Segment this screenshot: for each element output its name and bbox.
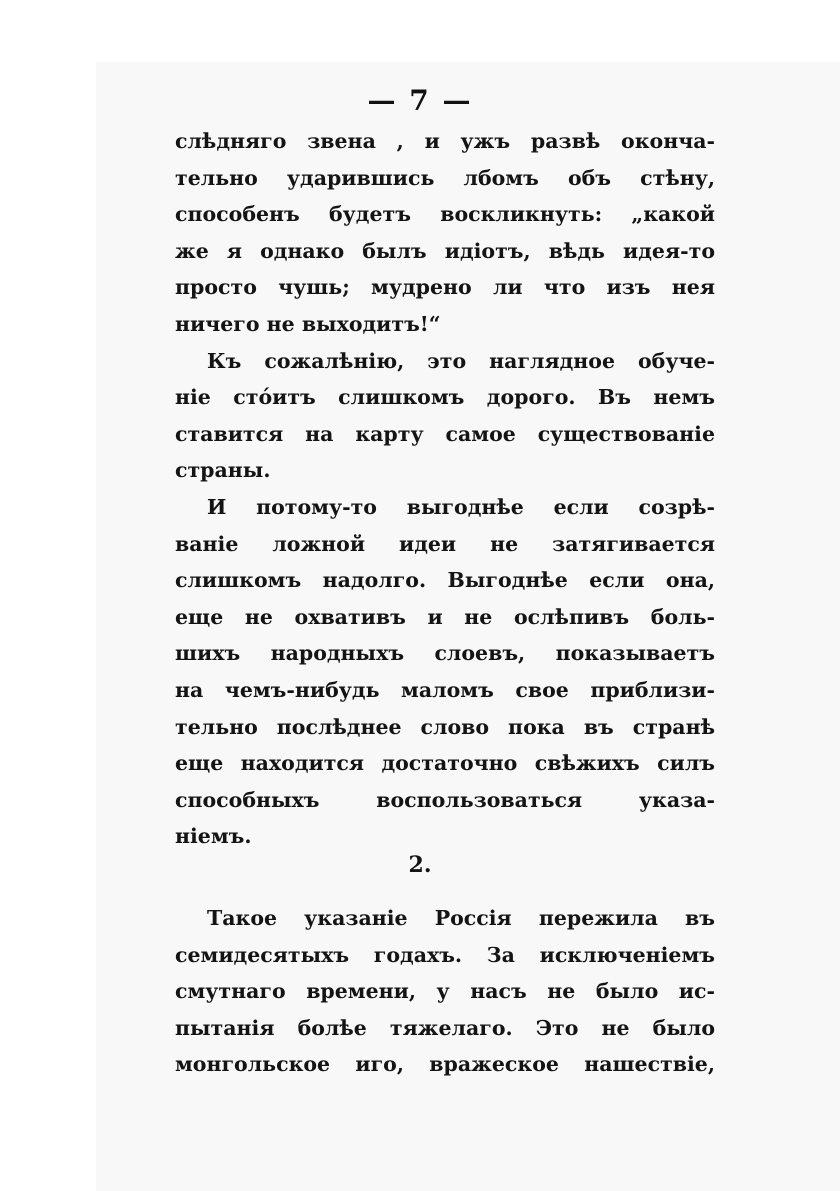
text-line: же я однако былъ идіотъ, вѣдь идея-то bbox=[175, 238, 715, 263]
text-line: еще находится достаточно свѣжихъ силъ bbox=[175, 751, 715, 776]
page-number-header: — 7 — bbox=[367, 84, 473, 117]
text-line: ніе стóитъ слишкомъ дорого. Въ немъ bbox=[175, 385, 715, 410]
text-line: на чемъ-нибудь маломъ свое приблизи- bbox=[175, 677, 715, 702]
text-line: шихъ народныхъ слоевъ, показываетъ bbox=[175, 641, 715, 666]
section-number: 2. bbox=[408, 852, 432, 878]
text-line: пытанія болѣе тяжелаго. Это не было bbox=[175, 1015, 715, 1040]
text-line: просто чушь; мудрено ли что изъ нея bbox=[175, 275, 715, 300]
paragraph-start-line: И потому-то выгоднѣе если созрѣ- bbox=[207, 494, 715, 519]
text-line: слишкомъ надолго. Выгоднѣе если она, bbox=[175, 568, 715, 593]
paragraph-start-line: Къ сожалѣнію, это наглядное обуче- bbox=[207, 348, 715, 373]
text-line: тельно ударившись лбомъ объ стѣну, bbox=[175, 165, 715, 190]
text-line: ваніе ложной идеи не затягивается bbox=[175, 531, 715, 556]
text-line: ничего не выходитъ!“ bbox=[175, 311, 441, 336]
text-line: семидесятыхъ годахъ. За исключеніемъ bbox=[175, 942, 715, 967]
text-line: способенъ будетъ воскликнуть: „какой bbox=[175, 202, 715, 227]
text-block-1 bbox=[175, 123, 715, 855]
text-line: ніемъ. bbox=[175, 824, 252, 849]
text-line: способныхъ воспользоваться указа- bbox=[175, 787, 715, 812]
text-line: еще не охвативъ и не ослѣпивъ боль- bbox=[175, 604, 715, 629]
text-line: страны. bbox=[175, 458, 271, 483]
text-line: слѣдняго звена , и ужъ развѣ оконча- bbox=[175, 129, 715, 153]
text-line: тельно послѣднее слово пока въ странѣ bbox=[175, 714, 715, 739]
text-line: ставится на карту самое существованіе bbox=[175, 421, 715, 446]
paragraph-start-line: Такое указаніе Россія пережила въ bbox=[207, 906, 715, 930]
text-block-2 bbox=[175, 900, 715, 1083]
text-line: монгольское иго, вражеское нашествіе, bbox=[175, 1052, 715, 1077]
text-line: смутнаго времени, у насъ не было ис- bbox=[175, 979, 715, 1004]
